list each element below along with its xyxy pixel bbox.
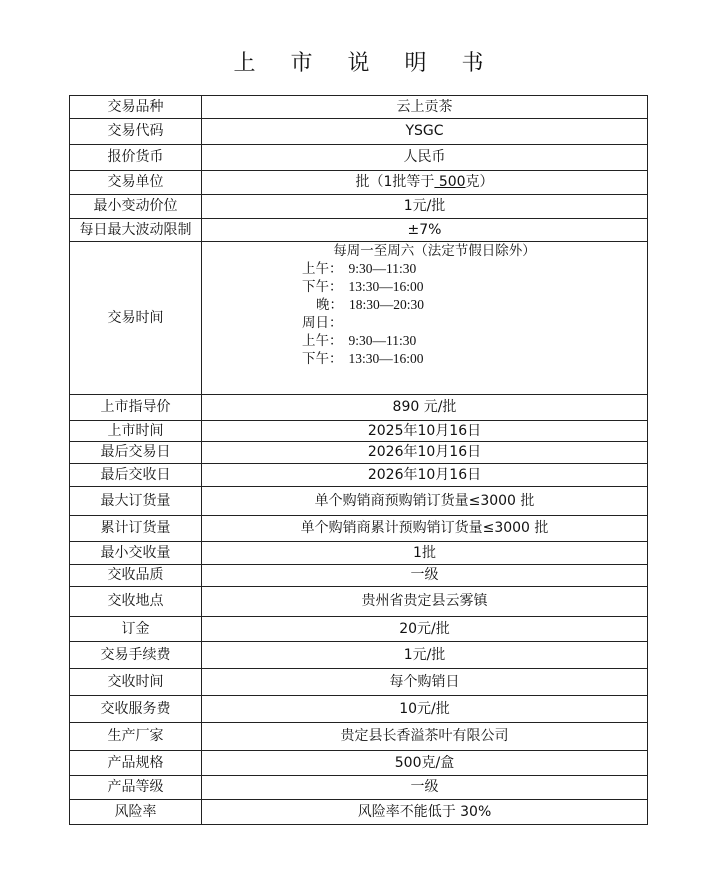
table-row bbox=[70, 669, 648, 696]
row-value: 10元/批 bbox=[202, 696, 648, 723]
row-value: 贵定县长香溢茶叶有限公司 bbox=[202, 723, 648, 751]
row-value: 单个购销商累计预购销订货量≤3000 批 bbox=[202, 516, 648, 542]
row-value: 1元/批 bbox=[202, 642, 648, 669]
schedule-line bbox=[202, 296, 647, 314]
row-label: 上市时间 bbox=[70, 421, 202, 442]
session-label: 晚： bbox=[316, 297, 343, 313]
row-value: YSGC bbox=[202, 119, 648, 145]
row-value: 1批 bbox=[202, 542, 648, 565]
table-row bbox=[70, 464, 648, 487]
schedule-header: 每周一至周六（法定节假日除外） bbox=[333, 243, 536, 259]
table-row bbox=[70, 565, 648, 587]
schedule-line bbox=[202, 260, 647, 278]
table-row bbox=[70, 395, 648, 421]
row-label: 交收品质 bbox=[70, 565, 202, 587]
schedule-line bbox=[202, 350, 647, 368]
row-label: 最后交收日 bbox=[70, 464, 202, 487]
row-value: 每个购销日 bbox=[202, 669, 648, 696]
table-row bbox=[70, 442, 648, 464]
row-value: 贵州省贵定县云雾镇 bbox=[202, 587, 648, 617]
row-label: 交易代码 bbox=[70, 119, 202, 145]
page-title: 上 市 说 明 书 bbox=[233, 51, 498, 76]
unit-amount: 500 bbox=[434, 174, 466, 191]
schedule-line: 周日： bbox=[302, 315, 343, 331]
row-value: 一级 bbox=[202, 565, 648, 587]
listing-spec-table bbox=[69, 95, 648, 825]
row-value: 2026年10月16日 bbox=[202, 464, 648, 487]
row-label: 风险率 bbox=[70, 800, 202, 825]
row-label: 交易手续费 bbox=[70, 642, 202, 669]
row-label: 交收地点 bbox=[70, 587, 202, 617]
row-value: 1元/批 bbox=[202, 195, 648, 219]
row-label: 交易品种 bbox=[70, 96, 202, 119]
row-label: 报价货币 bbox=[70, 145, 202, 171]
row-value: 云上贡茶 bbox=[202, 96, 648, 119]
table-row bbox=[70, 421, 648, 442]
row-label: 产品规格 bbox=[70, 751, 202, 776]
table-row bbox=[70, 587, 648, 617]
row-label: 最后交易日 bbox=[70, 442, 202, 464]
table-row bbox=[70, 96, 648, 119]
row-label: 最大订货量 bbox=[70, 487, 202, 516]
row-label: 上市指导价 bbox=[70, 395, 202, 421]
table-row bbox=[70, 487, 648, 516]
row-value: 单个购销商预购销订货量≤3000 批 bbox=[202, 487, 648, 516]
table-row bbox=[70, 242, 648, 395]
row-value: 20元/批 bbox=[202, 617, 648, 642]
unit-prefix: 批（1批等于 bbox=[355, 174, 435, 191]
table-row bbox=[70, 800, 648, 825]
table-row bbox=[70, 776, 648, 800]
row-label: 最小交收量 bbox=[70, 542, 202, 565]
table-row bbox=[70, 195, 648, 219]
row-value: 500克/盒 bbox=[202, 751, 648, 776]
row-value: 890 元/批 bbox=[202, 395, 648, 421]
session-label: 下午： bbox=[302, 351, 343, 367]
row-label: 每日最大波动限制 bbox=[70, 219, 202, 242]
row-label: 产品等级 bbox=[70, 776, 202, 800]
schedule-line bbox=[202, 278, 647, 296]
session-label: 上午： bbox=[302, 261, 343, 277]
table-row bbox=[70, 696, 648, 723]
session-time: 9:30—11:30 bbox=[348, 261, 417, 276]
row-label: 最小变动价位 bbox=[70, 195, 202, 219]
row-label: 订金 bbox=[70, 617, 202, 642]
row-value: 2026年10月16日 bbox=[202, 442, 648, 464]
table-row bbox=[70, 751, 648, 776]
unit-suffix: 克） bbox=[465, 174, 494, 191]
table-row bbox=[70, 219, 648, 242]
table-row bbox=[70, 145, 648, 171]
table-row bbox=[70, 119, 648, 145]
row-value bbox=[202, 171, 648, 195]
table-row bbox=[70, 171, 648, 195]
trading-schedule bbox=[202, 242, 647, 394]
schedule-line bbox=[202, 332, 647, 350]
trading-time-cell bbox=[202, 242, 648, 395]
row-value: 一级 bbox=[202, 776, 648, 800]
table-row bbox=[70, 617, 648, 642]
table-row bbox=[70, 516, 648, 542]
session-label: 下午： bbox=[302, 279, 343, 295]
row-label: 交易时间 bbox=[70, 242, 202, 395]
table-row bbox=[70, 542, 648, 565]
row-label: 交收时间 bbox=[70, 669, 202, 696]
table-row bbox=[70, 642, 648, 669]
session-time: 18:30—20:30 bbox=[349, 297, 425, 312]
row-label: 累计订货量 bbox=[70, 516, 202, 542]
table-row bbox=[70, 723, 648, 751]
row-label: 交易单位 bbox=[70, 171, 202, 195]
row-value: 人民币 bbox=[202, 145, 648, 171]
session-time: 13:30—16:00 bbox=[348, 351, 424, 366]
session-time: 13:30—16:00 bbox=[348, 279, 424, 294]
row-label: 生产厂家 bbox=[70, 723, 202, 751]
row-value: ±7% bbox=[202, 219, 648, 242]
row-label: 交收服务费 bbox=[70, 696, 202, 723]
session-label: 上午： bbox=[302, 333, 343, 349]
row-value: 风险率不能低于 30% bbox=[202, 800, 648, 825]
session-time: 9:30—11:30 bbox=[348, 333, 417, 348]
row-value: 2025年10月16日 bbox=[202, 421, 648, 442]
